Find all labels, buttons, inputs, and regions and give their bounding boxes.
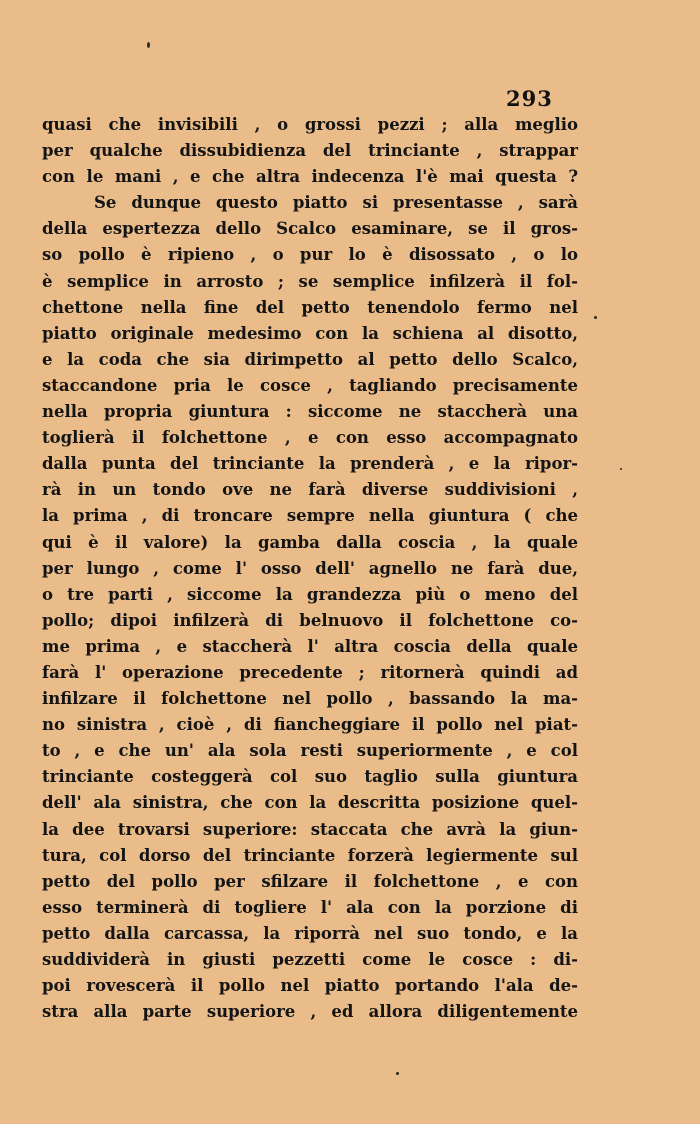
text-line: tura, col dorso del trinciante forzerà legiermente sul — [42, 845, 578, 865]
text-line: toglierà il folchettone , e con esso accompagnato — [42, 428, 578, 448]
text-line: poi rovescerà il pollo nel piatto portando l'ala de- — [42, 976, 578, 996]
text-line: Se dunque questo piatto si presentasse , sarà — [94, 193, 578, 213]
text-line: dalla punta del trinciante la prenderà , e la ripor- — [42, 454, 578, 474]
text-line: nella propria giuntura : siccome ne staccherà una — [42, 402, 578, 422]
text-line: me prima , e staccherà l' altra coscia della quale — [42, 636, 578, 656]
text-line: suddividerà in giusti pezzetti come le cosce : di- — [42, 950, 578, 969]
text-line: rà in un tondo ove ne farà diverse suddivisioni , — [42, 480, 578, 500]
text-line: la prima , di troncare sempre nella giuntura ( che — [42, 506, 578, 526]
text-line: trinciante costeggerà col suo taglio sulla giuntura — [42, 767, 578, 787]
text-line: no sinistra , cioè , di fiancheggiare il pollo nel piat- — [42, 715, 578, 735]
text-line: per qualche dissubidienza del trinciante , strappar — [42, 141, 578, 161]
text-line: infilzare il folchettone nel pollo , bassando la ma- — [42, 689, 578, 709]
text-line: petto dalla carcassa, la riporrà nel suo tondo, e la — [42, 923, 578, 943]
text-line: piatto originale medesimo con la schiena al disotto, — [42, 323, 578, 343]
text-line: pollo; dipoi infilzerà di belnuovo il folchettone co- — [42, 610, 578, 630]
text-line: con le mani , e che altra indecenza l'è mai questa ? — [42, 167, 578, 187]
text-line: stra alla parte superiore , ed allora diligentemente — [42, 1002, 578, 1022]
ink-speck — [594, 316, 597, 319]
body-text — [42, 112, 578, 1025]
text-line: qui è il valore) la gamba dalla coscia , la quale — [42, 532, 578, 552]
text-line: esso terminerà di togliere l' ala con la porzione di — [42, 897, 578, 917]
text-line: farà l' operazione precedente ; ritornerà quindi ad — [42, 662, 578, 682]
text-line: e la coda che sia dirimpetto al petto dello Scalco, — [42, 349, 578, 369]
ink-speck — [620, 468, 622, 470]
text-line: o tre parti , siccome la grandezza più o meno del — [42, 584, 578, 604]
text-line: dell' ala sinistra, che con la descritta posizione quel- — [42, 793, 578, 813]
text-line: la dee trovarsi superiore: staccata che avrà la giun- — [42, 819, 578, 839]
text-line: so pollo è ripieno , o pur lo è disossato , o lo — [42, 245, 578, 265]
text-line: staccandone pria le cosce , tagliando precisamente — [42, 375, 578, 395]
text-line: petto del pollo per sfilzare il folchettone , e con — [42, 871, 578, 891]
text-line: quasi che invisibili , o grossi pezzi ; alla meglio — [42, 115, 578, 134]
text-line: per lungo , come l' osso dell' agnello ne farà due, — [42, 558, 578, 578]
ink-speck — [147, 42, 150, 48]
text-line: chettone nella fine del petto tenendolo fermo nel — [42, 297, 578, 317]
page-number: 293 — [506, 86, 553, 111]
ink-speck — [396, 1072, 399, 1075]
text-line: to , e che un' ala sola resti superiormente , e col — [42, 741, 578, 761]
text-line: della espertezza dello Scalco esaminare, se il gros- — [42, 219, 578, 239]
text-line: è semplice in arrosto ; se semplice infilzerà il fol- — [42, 271, 578, 291]
